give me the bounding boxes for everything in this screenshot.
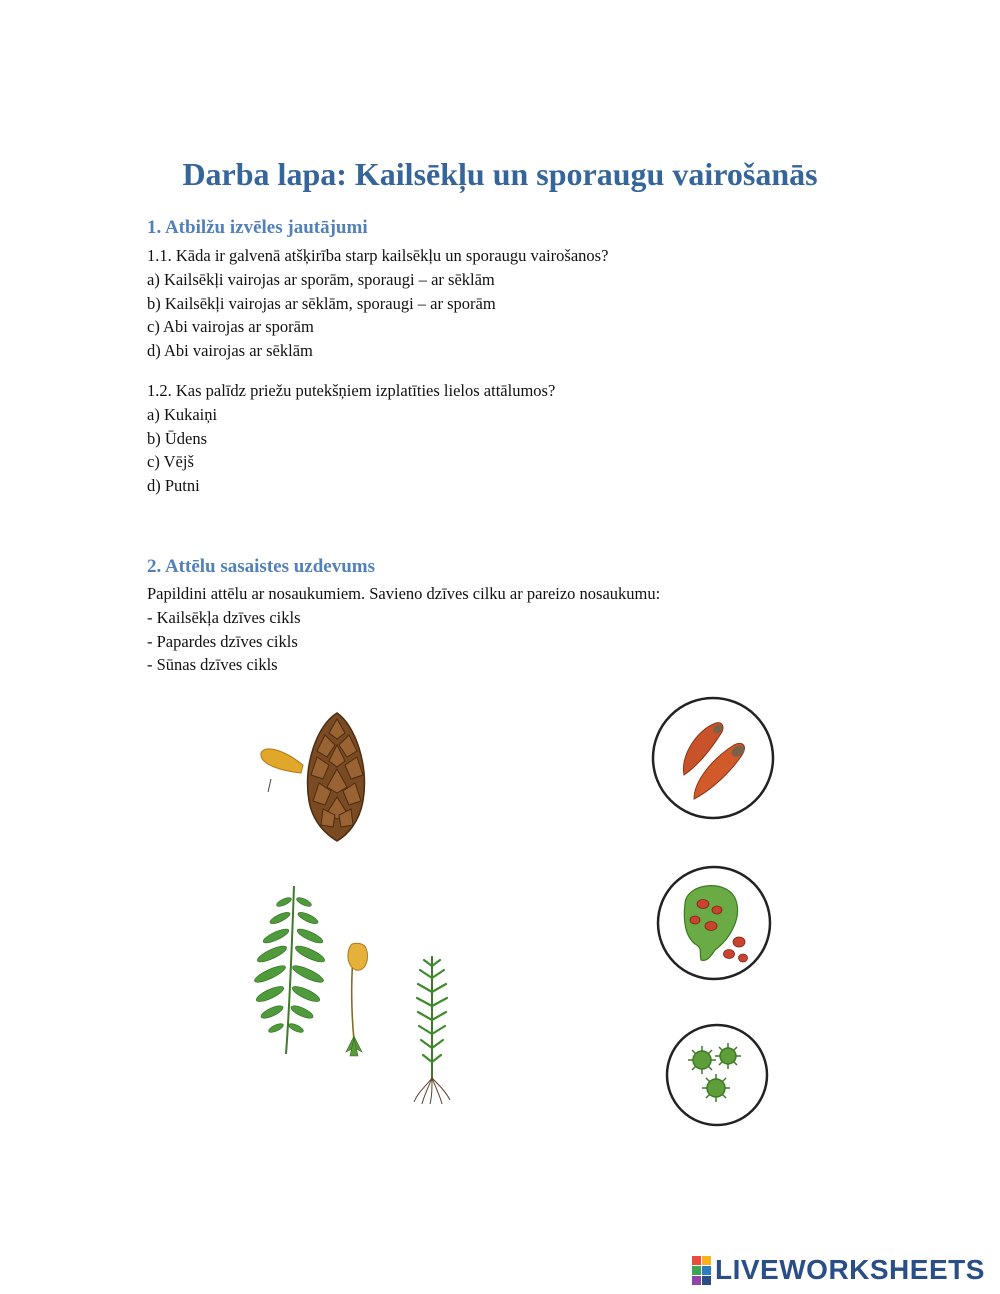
question-text: 1.1. Kāda ir galvenā atšķirība starp kailsēkļu un sporaugu vairošanos? [147, 246, 609, 265]
question-1-1 [147, 244, 608, 363]
option-a: a) Kailsēkļi vairojas ar sporām, sporaugi – ar sēklām [147, 269, 495, 289]
logo-square [692, 1276, 701, 1285]
option-c: c) Abi vairojas ar sporām [147, 317, 314, 337]
pine-cone-icon [255, 705, 380, 845]
section-2-heading: 2. Attēlu sasaistes uzdevums [147, 556, 376, 577]
liveworksheets-logo[interactable] [692, 1255, 985, 1285]
item-moss: - Sūnas dzīves cikls [147, 655, 278, 675]
logo-badge-icon [692, 1256, 711, 1285]
option-b: b) Kailsēkļi vairojas ar sēklām, sporaugi – ar sporām [147, 293, 496, 313]
logo-square [702, 1266, 711, 1275]
option-b: b) Ūdens [147, 428, 208, 448]
moss-plant-icon [408, 952, 456, 1107]
fern-icon [250, 882, 330, 1057]
logo-text: LIVEWORKSHEETS [715, 1254, 985, 1285]
question-1-2 [147, 379, 555, 498]
option-d: d) Abi vairojas ar sēklām [147, 341, 313, 361]
page-title: Darba lapa: Kailsēkļu un sporaugu vairošanās [182, 156, 818, 192]
option-a: a) Kukaiņi [147, 404, 218, 424]
moss-capsule-icon [338, 940, 378, 1058]
logo-square [692, 1256, 701, 1265]
logo-square [692, 1266, 701, 1275]
logo-square [702, 1276, 711, 1285]
item-fern: - Papardes dzīves cikls [147, 631, 298, 651]
option-d: d) Putni [147, 476, 200, 496]
sporangium-circle-icon [655, 864, 773, 982]
item-gymnosperm: - Kailsēkļa dzīves cikls [147, 607, 301, 627]
instruction-text: Papildini attēlu ar nosaukumiem. Savieno dzīves cilku ar pareizo nosaukumu: [147, 584, 661, 603]
seeds-circle-icon [650, 695, 776, 821]
logo-square [702, 1256, 711, 1265]
option-c: c) Vējš [147, 452, 194, 472]
question-text: 1.2. Kas palīdz priežu putekšņiem izplatīties lielos attālumos? [147, 381, 556, 400]
section-1-heading: 1. Atbilžu izvēles jautājumi [147, 217, 368, 238]
matching-task [147, 582, 660, 677]
spores-circle-icon [664, 1022, 770, 1128]
